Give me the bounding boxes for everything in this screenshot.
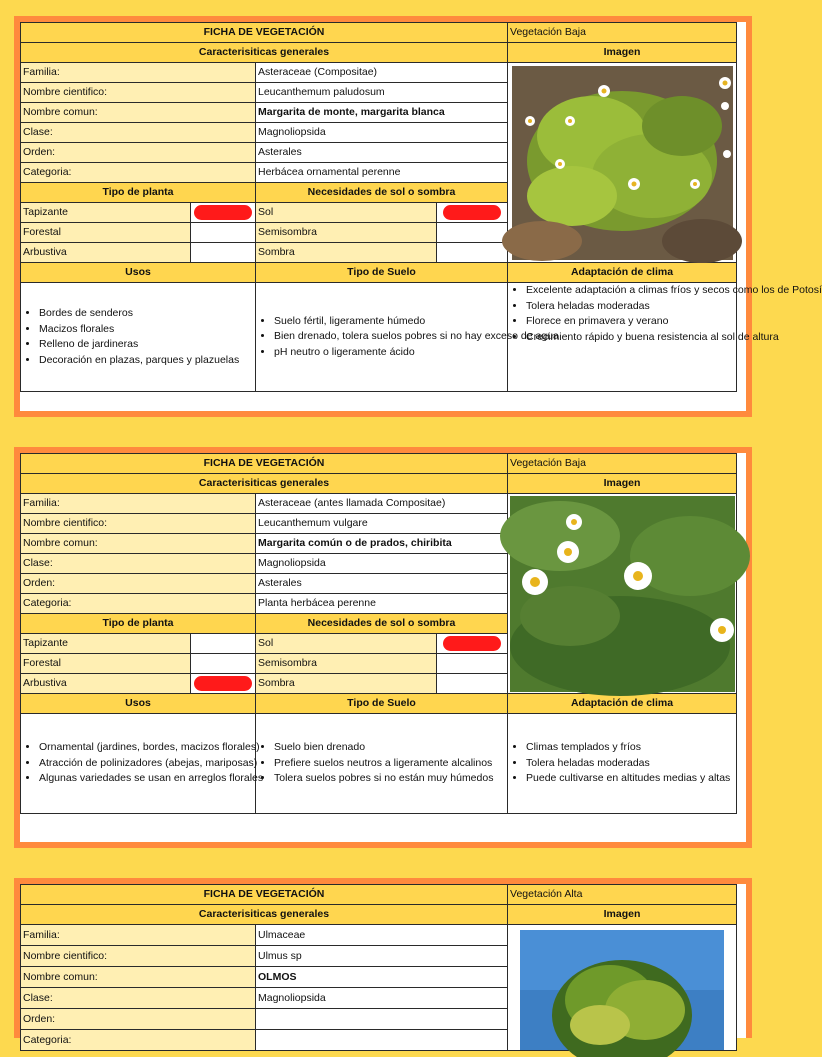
plant-type-label: Arbustiva bbox=[21, 243, 191, 263]
vegetation-table bbox=[20, 453, 737, 814]
image-header: Imagen bbox=[508, 474, 737, 494]
vegetation-table bbox=[20, 22, 822, 392]
plant-type-header: Tipo de planta bbox=[21, 183, 256, 203]
list-item: • Ornamental (jardines, bordes, macizos florales) bbox=[39, 740, 253, 756]
list-item: • Relleno de jardineras bbox=[39, 337, 253, 353]
sun-option-label: Sombra bbox=[256, 674, 437, 694]
field-value: Margarita común o de prados, chiribita bbox=[256, 534, 508, 554]
field-value: Asteraceae (Compositae) bbox=[256, 63, 508, 83]
field-label: Orden: bbox=[21, 143, 256, 163]
list-item: • Algunas variedades se usan en arreglos florales bbox=[39, 771, 253, 787]
field-label: Nombre cientifico: bbox=[21, 946, 256, 967]
selected-mark bbox=[443, 636, 501, 651]
sun-header: Necesidades de sol o sombra bbox=[256, 614, 508, 634]
list-item: • Tolera suelos pobres si no están muy húmedos bbox=[274, 771, 505, 787]
plant-photo bbox=[520, 930, 724, 1050]
field-label: Clase: bbox=[21, 988, 256, 1009]
list-item: • Prefiere suelos neutros a ligeramente alcalinos bbox=[274, 756, 505, 772]
field-value: Ulmus sp bbox=[256, 946, 508, 967]
sun-mark-cell bbox=[437, 203, 508, 223]
plant-type-mark-cell bbox=[191, 634, 256, 654]
plant-type-mark-cell bbox=[191, 243, 256, 263]
card-title: FICHA DE VEGETACIÓN bbox=[21, 885, 508, 905]
plant-photo bbox=[510, 496, 735, 692]
field-label: Nombre cientifico: bbox=[21, 514, 256, 534]
plant-photo-cell bbox=[508, 63, 737, 263]
field-value: Ulmaceae bbox=[256, 925, 508, 946]
vegetation-card-2 bbox=[14, 447, 752, 848]
list-item: • Puede cultivarse en altitudes medias y altas bbox=[526, 771, 734, 787]
plant-type-mark-cell bbox=[191, 223, 256, 243]
vegetation-table bbox=[20, 884, 737, 1051]
plant-type-label: Forestal bbox=[21, 223, 191, 243]
field-value bbox=[256, 1009, 508, 1030]
uses-list-cell bbox=[21, 283, 256, 392]
plant-type-label: Tapizante bbox=[21, 203, 191, 223]
sun-mark-cell bbox=[437, 634, 508, 654]
plant-type-label: Arbustiva bbox=[21, 674, 191, 694]
field-label: Categoria: bbox=[21, 594, 256, 614]
list-item: • Tolera heladas moderadas bbox=[526, 299, 734, 315]
climate-list bbox=[510, 283, 822, 345]
field-value: Magnoliopsida bbox=[256, 123, 508, 143]
list-item: • Bien drenado, tolera suelos pobres si no hay exceso de agua bbox=[274, 329, 505, 345]
climate-header: Adaptación de clima bbox=[508, 694, 737, 714]
image-header: Imagen bbox=[508, 905, 737, 925]
uses-list-cell bbox=[21, 714, 264, 814]
soil-list-cell bbox=[256, 714, 508, 814]
card-title: FICHA DE VEGETACIÓN bbox=[21, 23, 508, 43]
field-label: Categoria: bbox=[21, 1030, 256, 1051]
list-item: • Excelente adaptación a climas fríos y secos como los de Potosí bbox=[526, 283, 734, 299]
plant-photo-cell bbox=[508, 494, 737, 694]
field-value: Planta herbácea perenne bbox=[256, 594, 508, 614]
sun-option-label: Sol bbox=[256, 203, 437, 223]
vegetation-category: Vegetación Baja bbox=[508, 454, 737, 474]
plant-photo-cell bbox=[508, 925, 737, 1051]
field-value: Margarita de monte, margarita blanca bbox=[256, 103, 508, 123]
sun-option-label: Semisombra bbox=[256, 654, 437, 674]
soil-list bbox=[258, 740, 505, 787]
field-label: Orden: bbox=[21, 574, 256, 594]
field-label: Clase: bbox=[21, 123, 256, 143]
climate-list bbox=[510, 740, 734, 787]
list-item: • Suelo fértil, ligeramente húmedo bbox=[274, 314, 505, 330]
list-item: • Decoración en plazas, parques y plazuelas bbox=[39, 353, 253, 369]
card-title: FICHA DE VEGETACIÓN bbox=[21, 454, 508, 474]
list-item: • Climas templados y fríos bbox=[526, 740, 734, 756]
sun-mark-cell bbox=[437, 243, 508, 263]
field-label: Familia: bbox=[21, 494, 256, 514]
field-value: Magnoliopsida bbox=[256, 988, 508, 1009]
general-header: Caracterisiticas generales bbox=[21, 905, 508, 925]
field-value: Leucanthemum vulgare bbox=[256, 514, 508, 534]
sun-mark-cell bbox=[437, 223, 508, 243]
field-value: Magnoliopsida bbox=[256, 554, 508, 574]
list-item: • pH neutro o ligeramente ácido bbox=[274, 345, 505, 361]
soil-list-cell bbox=[256, 283, 559, 392]
uses-list bbox=[23, 306, 253, 368]
field-label: Categoria: bbox=[21, 163, 256, 183]
field-label: Familia: bbox=[21, 63, 256, 83]
uses-header: Usos bbox=[21, 263, 256, 283]
plant-type-mark-cell bbox=[191, 203, 256, 223]
selected-mark bbox=[443, 205, 501, 220]
plant-type-label: Tapizante bbox=[21, 634, 191, 654]
sun-option-label: Semisombra bbox=[256, 223, 437, 243]
list-item: • Atracción de polinizadores (abejas, mariposas) bbox=[39, 756, 253, 772]
vegetation-category: Vegetación Alta bbox=[508, 885, 737, 905]
soil-list bbox=[258, 314, 559, 361]
field-value: Leucanthemum paludosum bbox=[256, 83, 508, 103]
general-header: Caracterisiticas generales bbox=[21, 43, 508, 63]
field-value: Herbácea ornamental perenne bbox=[256, 163, 508, 183]
vegetation-category: Vegetación Baja bbox=[508, 23, 737, 43]
climate-list-cell bbox=[508, 714, 737, 814]
field-label: Nombre comun: bbox=[21, 967, 256, 988]
vegetation-card-3 bbox=[14, 878, 752, 1046]
field-value: Asteraceae (antes llamada Compositae) bbox=[256, 494, 508, 514]
plant-photo bbox=[512, 66, 733, 260]
list-item: • Florece en primavera y verano bbox=[526, 314, 734, 330]
field-label: Nombre comun: bbox=[21, 103, 256, 123]
uses-list bbox=[23, 740, 264, 787]
field-value: Asterales bbox=[256, 143, 508, 163]
uses-header: Usos bbox=[21, 694, 256, 714]
sun-mark-cell bbox=[437, 674, 508, 694]
sun-header: Necesidades de sol o sombra bbox=[256, 183, 508, 203]
climate-header: Adaptación de clima bbox=[508, 263, 737, 283]
general-header: Caracterisiticas generales bbox=[21, 474, 508, 494]
field-label: Nombre comun: bbox=[21, 534, 256, 554]
field-label: Clase: bbox=[21, 554, 256, 574]
list-item: • Macizos florales bbox=[39, 322, 253, 338]
list-item: • Suelo bien drenado bbox=[274, 740, 505, 756]
field-label: Familia: bbox=[21, 925, 256, 946]
field-label: Orden: bbox=[21, 1009, 256, 1030]
vegetation-card-1 bbox=[14, 16, 822, 417]
field-value: OLMOS bbox=[256, 967, 508, 988]
sun-option-label: Sombra bbox=[256, 243, 437, 263]
sun-mark-cell bbox=[437, 654, 508, 674]
climate-list-cell bbox=[508, 283, 822, 392]
selected-mark bbox=[194, 676, 252, 691]
field-value: Asterales bbox=[256, 574, 508, 594]
field-label: Nombre cientifico: bbox=[21, 83, 256, 103]
list-item: • Tolera heladas moderadas bbox=[526, 756, 734, 772]
plant-type-label: Forestal bbox=[21, 654, 191, 674]
list-item: • Bordes de senderos bbox=[39, 306, 253, 322]
soil-header: Tipo de Suelo bbox=[256, 694, 508, 714]
field-value bbox=[256, 1030, 508, 1051]
list-item: • Crecimiento rápido y buena resistencia al sol de altura bbox=[526, 330, 734, 346]
sun-option-label: Sol bbox=[256, 634, 437, 654]
soil-header: Tipo de Suelo bbox=[256, 263, 508, 283]
plant-type-mark-cell bbox=[191, 654, 256, 674]
plant-type-mark-cell bbox=[191, 674, 256, 694]
selected-mark bbox=[194, 205, 252, 220]
image-header: Imagen bbox=[508, 43, 737, 63]
plant-type-header: Tipo de planta bbox=[21, 614, 256, 634]
